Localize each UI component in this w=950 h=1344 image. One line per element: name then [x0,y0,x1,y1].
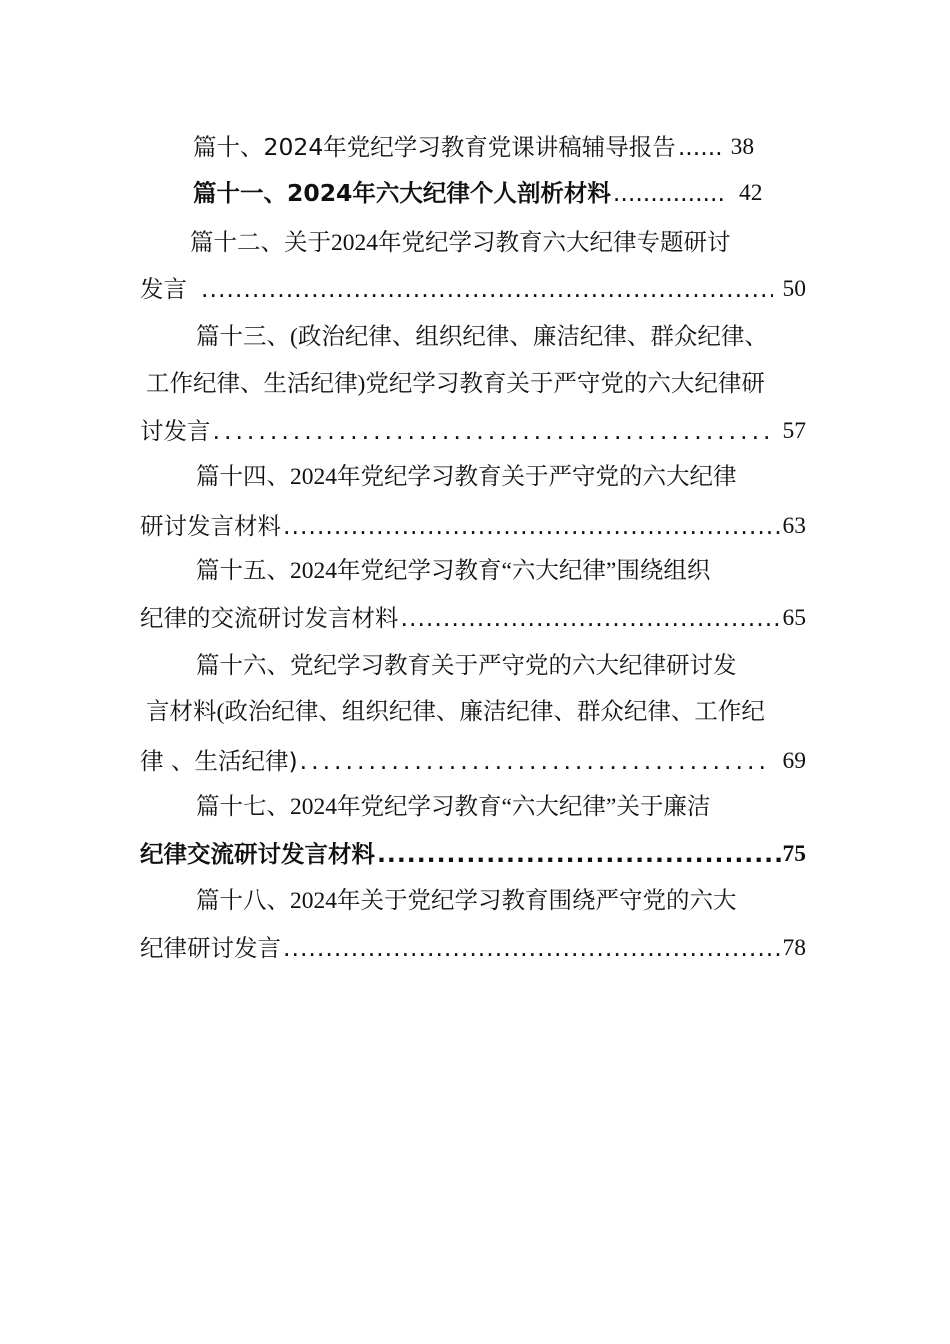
toc-entry-title-cont: 讨发言 [140,417,211,445]
toc-leader: ...... [677,133,723,161]
toc-entry-11[interactable] [193,168,806,208]
toc-entry-17-line2[interactable] [140,829,806,869]
toc-entry-17-line1[interactable] [196,782,806,822]
toc-leader [377,839,781,869]
toc-entry-title: 篇十八、2024年关于党纪学习教育围绕严守党的六大 [196,888,737,914]
toc-page-number: 65 [782,605,806,631]
toc-entry-15-line2[interactable] [140,593,806,633]
toc-page-number: 42 [738,180,763,206]
toc-page-number: 63 [782,513,806,539]
toc-entry-title: 篇十一、2024年六大纪律个人剖析材料 [193,179,611,207]
toc-page-number: 38 [730,134,755,160]
toc-entry-10[interactable] [193,122,806,162]
toc-page-number: 75 [782,841,806,867]
toc-leader [283,511,781,541]
toc-page-number: 78 [782,935,806,961]
toc-leader [401,603,781,633]
toc-entry-title-cont: 工作纪律、生活纪律)党纪学习教育关于严守党的六大纪律研 [146,371,765,397]
toc-entry-14-line1[interactable] [196,452,806,492]
toc-page-number: 57 [782,418,806,444]
toc-entry-12-line1[interactable] [190,218,806,258]
toc-leader [283,933,781,963]
toc-entry-18-line1[interactable] [196,876,806,916]
toc-page-number: 50 [782,276,806,302]
toc-entry-16-line2[interactable] [146,687,806,727]
toc-entry-14-line2[interactable] [140,501,806,541]
toc-entry-title: 篇十五、2024年党纪学习教育“六大纪律”围绕组织 [196,558,711,584]
toc-entry-16-line3[interactable] [140,736,806,776]
toc-leader [201,274,773,304]
toc-entry-title-cont: 纪律交流研讨发言材料 [140,840,375,868]
toc-entry-12-line2[interactable] [140,264,806,304]
toc-entry-16-line1[interactable] [196,641,796,681]
toc-entry-13-line1[interactable] [196,312,806,352]
toc-entry-15-line1[interactable] [196,546,806,586]
toc-entry-title: 篇十六、党纪学习教育关于严守党的六大纪律研讨发 [196,653,737,679]
toc-page-number: 69 [782,748,806,774]
toc-leader: ............... [612,179,725,207]
toc-entry-13-line2[interactable] [146,359,806,399]
toc-entry-title: 篇十四、2024年党纪学习教育关于严守党的六大纪律 [196,464,737,490]
toc-entry-title: 篇十七、2024年党纪学习教育“六大纪律”关于廉洁 [196,794,711,820]
toc-entry-title-cont: 纪律的交流研讨发言材料 [140,604,399,632]
toc-entry-title-cont: 研讨发言材料 [140,512,281,540]
toc-entry-title: 篇十、2024年党纪学习教育党课讲稿辅导报告 [193,133,676,161]
toc-entry-13-line3[interactable] [140,406,806,446]
toc-leader [213,416,777,446]
toc-entry-title-cont: 纪律研讨发言 [140,934,281,962]
toc-leader [300,746,767,776]
toc-entry-title-cont: 律 、生活纪律) [140,747,298,775]
toc-entry-title-cont: 发言 [140,275,187,303]
toc-entry-18-line2[interactable] [140,923,806,963]
toc-entry-title: 篇十三、(政治纪律、组织纪律、廉洁纪律、群众纪律、 [196,324,768,350]
toc-entry-title-cont: 言材料(政治纪律、组织纪律、廉洁纪律、群众纪律、工作纪 [146,699,765,725]
toc-entry-title: 篇十二、关于2024年党纪学习教育六大纪律专题研讨 [190,230,731,256]
